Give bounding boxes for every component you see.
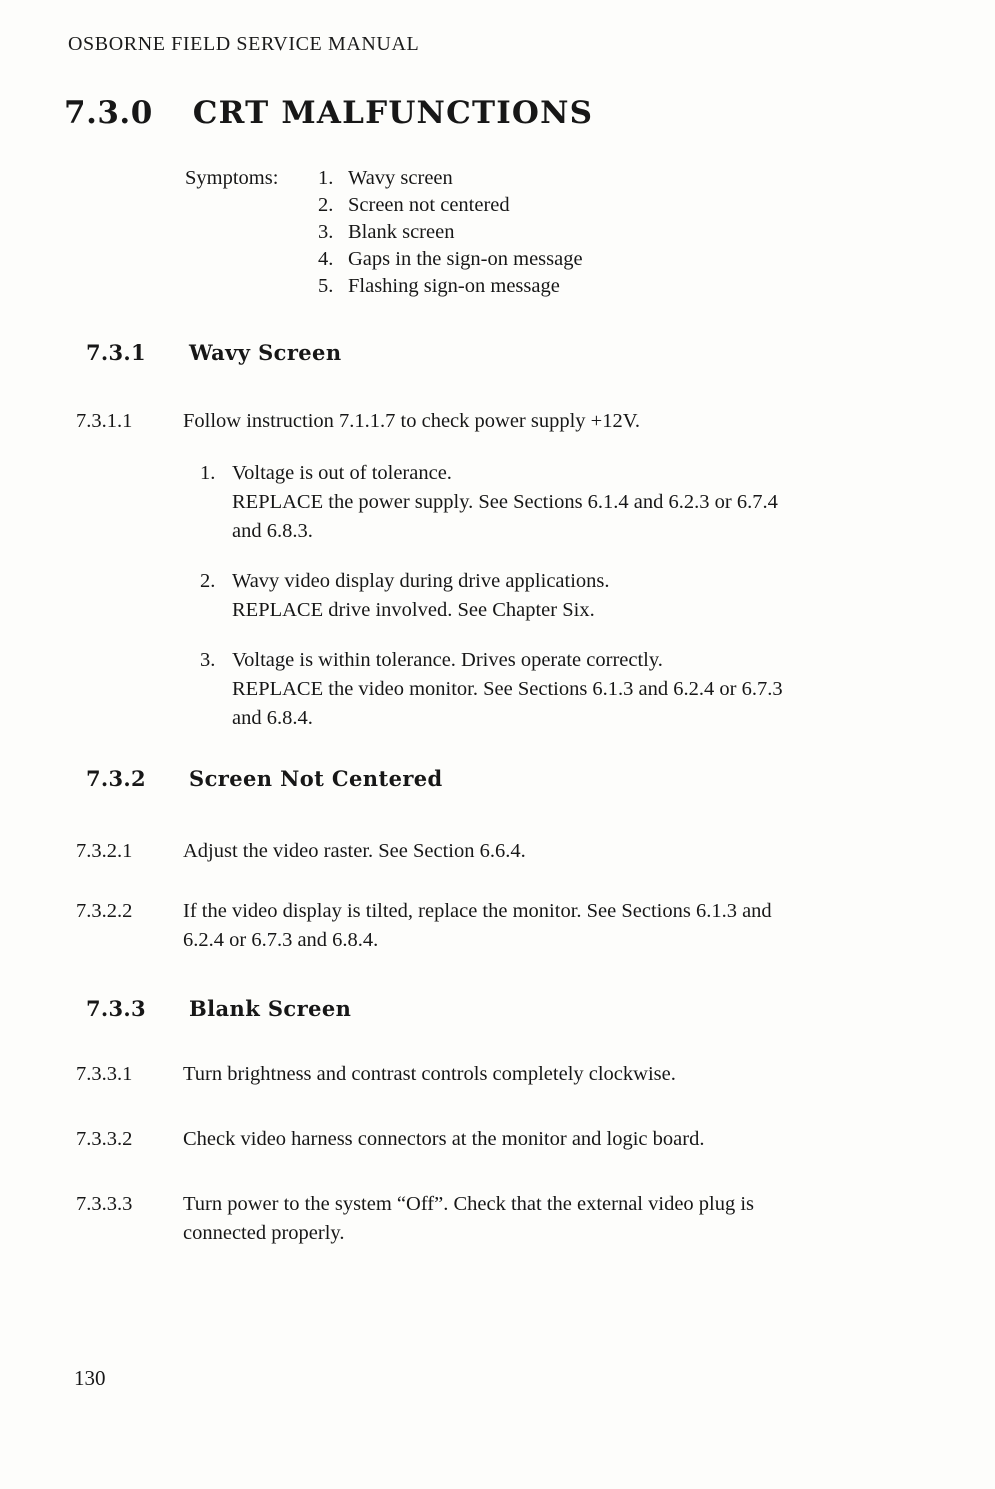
step-7-3-3-2 [76, 1125, 943, 1154]
section-heading-7-3-3 [86, 996, 351, 1021]
chapter-heading [64, 95, 593, 131]
step-line1: If the video display is tilted, replace the monitor. See Sections 6.1.3 and [183, 900, 772, 922]
step-text: Check video harness connectors at the monitor and logic board. [183, 1128, 705, 1150]
symptoms-list [318, 165, 583, 300]
running-head: OSBORNE FIELD SERVICE MANUAL [68, 33, 420, 55]
step-text [183, 897, 943, 955]
list-item-line2: REPLACE the video monitor. See Sections 6.1.3 and 6.2.4 or 6.7.3 [232, 678, 783, 700]
list-item-label: Flashing sign-on message [348, 275, 560, 297]
list-item [318, 273, 583, 300]
list-item-index: 3. [200, 649, 216, 671]
list-item-label: Blank screen [348, 221, 455, 243]
symptoms-label: Symptoms: [185, 167, 279, 189]
step-number: 7.3.1.1 [76, 410, 133, 432]
step-text: Turn brightness and contrast controls completely clockwise. [183, 1063, 676, 1085]
list-item-label: Screen not centered [348, 194, 510, 216]
list-item-label [232, 567, 962, 625]
step-7-3-3-1 [76, 1060, 943, 1089]
list-item-index: 3. [318, 221, 334, 243]
list-item-line1: Wavy video display during drive applications. [232, 570, 610, 592]
step-7-3-2-2 [76, 897, 943, 955]
section-number: 7.3.3 [86, 996, 146, 1021]
page-number: 130 [74, 1366, 106, 1390]
list-item-line3: and 6.8.4. [232, 707, 313, 729]
list-item-label: Gaps in the sign-on message [348, 248, 583, 270]
list-item [318, 165, 583, 192]
section-number: 7.3.2 [86, 766, 146, 791]
list-item-index: 4. [318, 248, 334, 270]
list-item [318, 246, 583, 273]
symptoms-block [185, 165, 583, 300]
section-heading-7-3-1 [86, 340, 342, 365]
step-7-3-1-1 [76, 407, 943, 436]
step-text: Adjust the video raster. See Section 6.6.4. [183, 840, 526, 862]
step-text [183, 1190, 943, 1248]
list-item-index: 2. [200, 570, 216, 592]
step-line2: 6.2.4 or 6.7.3 and 6.8.4. [183, 929, 379, 951]
step-7-3-3-3 [76, 1190, 943, 1248]
list-item [200, 646, 962, 733]
list-item-line1: Voltage is out of tolerance. [232, 462, 452, 484]
step-text: Follow instruction 7.1.1.7 to check power supply +12V. [183, 410, 641, 432]
list-item-line2: REPLACE the power supply. See Sections 6.1.4 and 6.2.3 or 6.7.4 [232, 491, 778, 513]
chapter-title: CRT MALFUNCTIONS [192, 95, 594, 131]
list-item-label: Wavy screen [348, 167, 453, 189]
list-item [318, 219, 583, 246]
list-item-line3: and 6.8.3. [232, 520, 313, 542]
list-item [200, 459, 962, 546]
chapter-number: 7.3.0 [64, 95, 153, 131]
list-item-line1: Voltage is within tolerance. Drives operate correctly. [232, 649, 663, 671]
list-item-index: 2. [318, 194, 334, 216]
list-item-label [232, 646, 962, 733]
step-number: 7.3.3.1 [76, 1063, 133, 1085]
step-number: 7.3.3.3 [76, 1193, 133, 1215]
list-item [200, 567, 962, 625]
list-item [318, 192, 583, 219]
list-item-index: 5. [318, 275, 334, 297]
section-heading-7-3-2 [86, 766, 443, 791]
section-title: Wavy Screen [189, 340, 342, 365]
list-item-index: 1. [200, 462, 216, 484]
section-number: 7.3.1 [86, 340, 146, 365]
section-title: Blank Screen [189, 996, 352, 1021]
step-line2: connected properly. [183, 1222, 345, 1244]
section-title: Screen Not Centered [189, 766, 443, 791]
step-number: 7.3.2.2 [76, 900, 133, 922]
step-line1: Turn power to the system “Off”. Check that the external video plug is [183, 1193, 755, 1215]
list-item-index: 1. [318, 167, 334, 189]
list-item-line2: REPLACE drive involved. See Chapter Six. [232, 599, 595, 621]
step-number: 7.3.3.2 [76, 1128, 133, 1150]
step-number: 7.3.2.1 [76, 840, 133, 862]
step-7-3-2-1 [76, 837, 943, 866]
sublist-7-3-1 [200, 459, 962, 754]
list-item-label [232, 459, 962, 546]
